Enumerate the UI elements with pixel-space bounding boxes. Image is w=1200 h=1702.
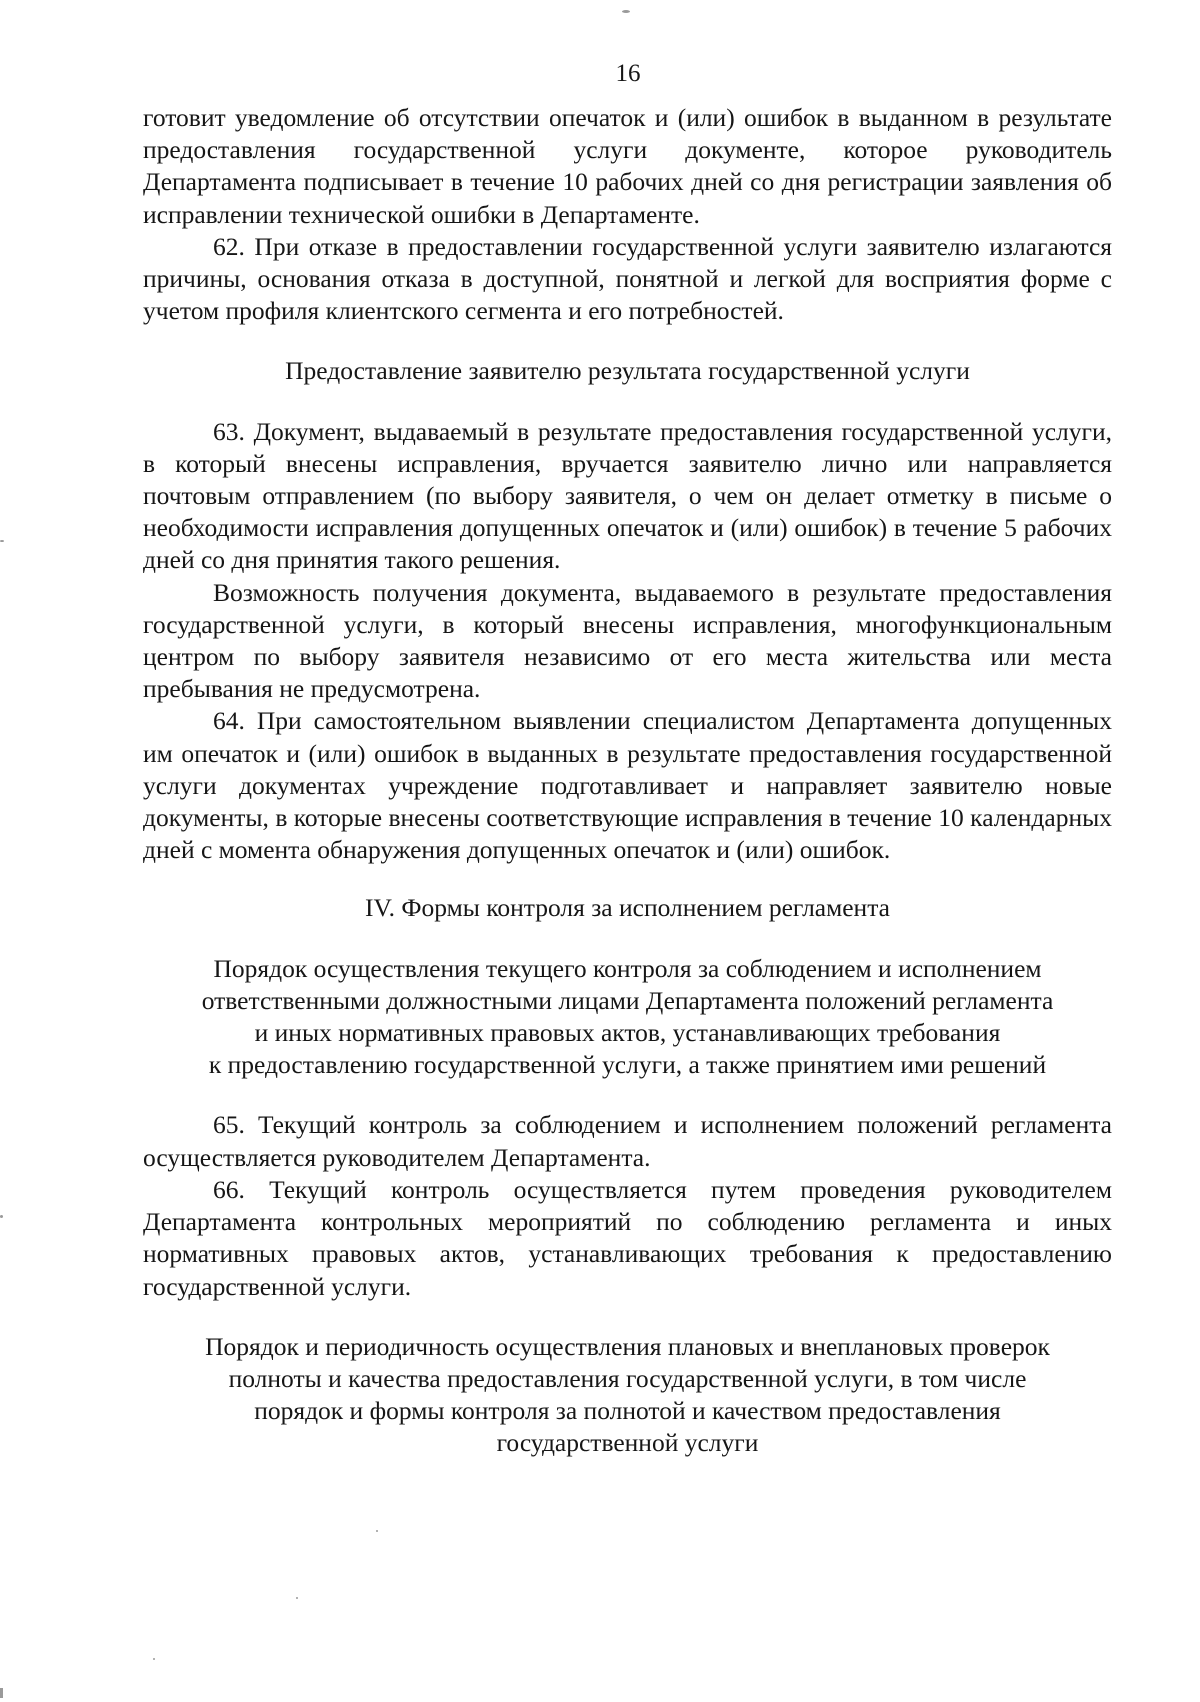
paragraph-continuation: готовит уведомление об отсутствии опечаток и (или) ошибок в выданном в результате предоставления государственной услуги документе, которое руководитель Департамента подписывает в течение 10 рабочих дней со дня регистрации заявления об исправлении технической ошибки в Департаменте. xyxy=(143,103,1112,229)
subheading-line: Порядок и периодичность осуществления плановых и внеплановых проверок xyxy=(205,1331,1050,1361)
subheading-line: государственной услуги xyxy=(496,1428,759,1458)
subheading-inspections xyxy=(143,1331,1112,1460)
subheading-line: к предоставлению государственной услуги, а также принятием ими решений xyxy=(208,1050,1047,1080)
document-body xyxy=(143,102,1112,1460)
paragraph-63-possibility: Возможность получения документа, выдаваемого в результате предоставления государственной услуги, в который внесены исправления, многофункциональным центром по выбору заявителя независимо от его места жительства или места пребывания не предусмотрена. xyxy=(143,577,1112,704)
scan-speck xyxy=(0,540,4,542)
paragraph-66: 66. Текущий контроль осуществляется путем проведения руководителем Департамента контрольных мероприятий по соблюдению регламента и иных нормативных правовых актов, устанавливающих требования к предоставлению государственной услуги. xyxy=(143,1174,1112,1301)
paragraph-64: 64. При самостоятельном выявлении специалистом Департамента допущенных им опечаток и (или) ошибок в выданных в результате предоставления государственной услуги документах учреждение подготавливает и направляет заявителю новые документы, в которые внесены соответствующие исправления в течение 10 календарных дней с момента обнаружения допущенных опечаток и (или) ошибок. xyxy=(143,706,1112,865)
scan-speck xyxy=(153,1658,155,1660)
subheading-line: полноты и качества предоставления государственной услуги, в том числе xyxy=(228,1363,1027,1393)
subheading-line: ответственными должностными лицами Департамента положений регламента xyxy=(201,985,1054,1015)
subheading-line: Порядок осуществления текущего контроля за соблюдением и исполнением xyxy=(213,953,1042,983)
page-number: 16 xyxy=(615,60,641,87)
scan-speck xyxy=(622,10,630,13)
scan-speck xyxy=(376,1530,378,1532)
subheading-line: и иных нормативных правовых актов, устанавливающих требования xyxy=(254,1018,1001,1048)
scan-speck xyxy=(0,1688,3,1698)
paragraph-65: 65. Текущий контроль за соблюдением и исполнением положений регламента осуществляется руководителем Департамента. xyxy=(143,1110,1112,1172)
scan-speck xyxy=(0,1215,3,1218)
subheading-current-control xyxy=(143,953,1112,1082)
section-heading-iv: IV. Формы контроля за исполнением регламента xyxy=(365,893,890,923)
paragraph-62: 62. При отказе в предоставлении государственной услуги заявителю излагаются причины, основания отказа в доступной, понятной и легкой для восприятия форме с учетом профиля клиентского сегмента и его потребностей. xyxy=(143,231,1112,326)
heading-result-delivery: Предоставление заявителю результата государственной услуги xyxy=(285,356,970,386)
scan-speck xyxy=(296,1597,298,1599)
subheading-line: порядок и формы контроля за полнотой и качеством предоставления xyxy=(254,1396,1001,1426)
paragraph-63: 63. Документ, выдаваемый в результате предоставления государственной услуги, в который внесены исправления, вручается заявителю лично или направляется почтовым отправлением (по выбору заявителя, о чем он делает отметку в письме о необходимости исправления допущенных опечаток и (или) ошибок) в течение 5 рабочих дней со дня принятия такого решения. xyxy=(143,416,1112,575)
